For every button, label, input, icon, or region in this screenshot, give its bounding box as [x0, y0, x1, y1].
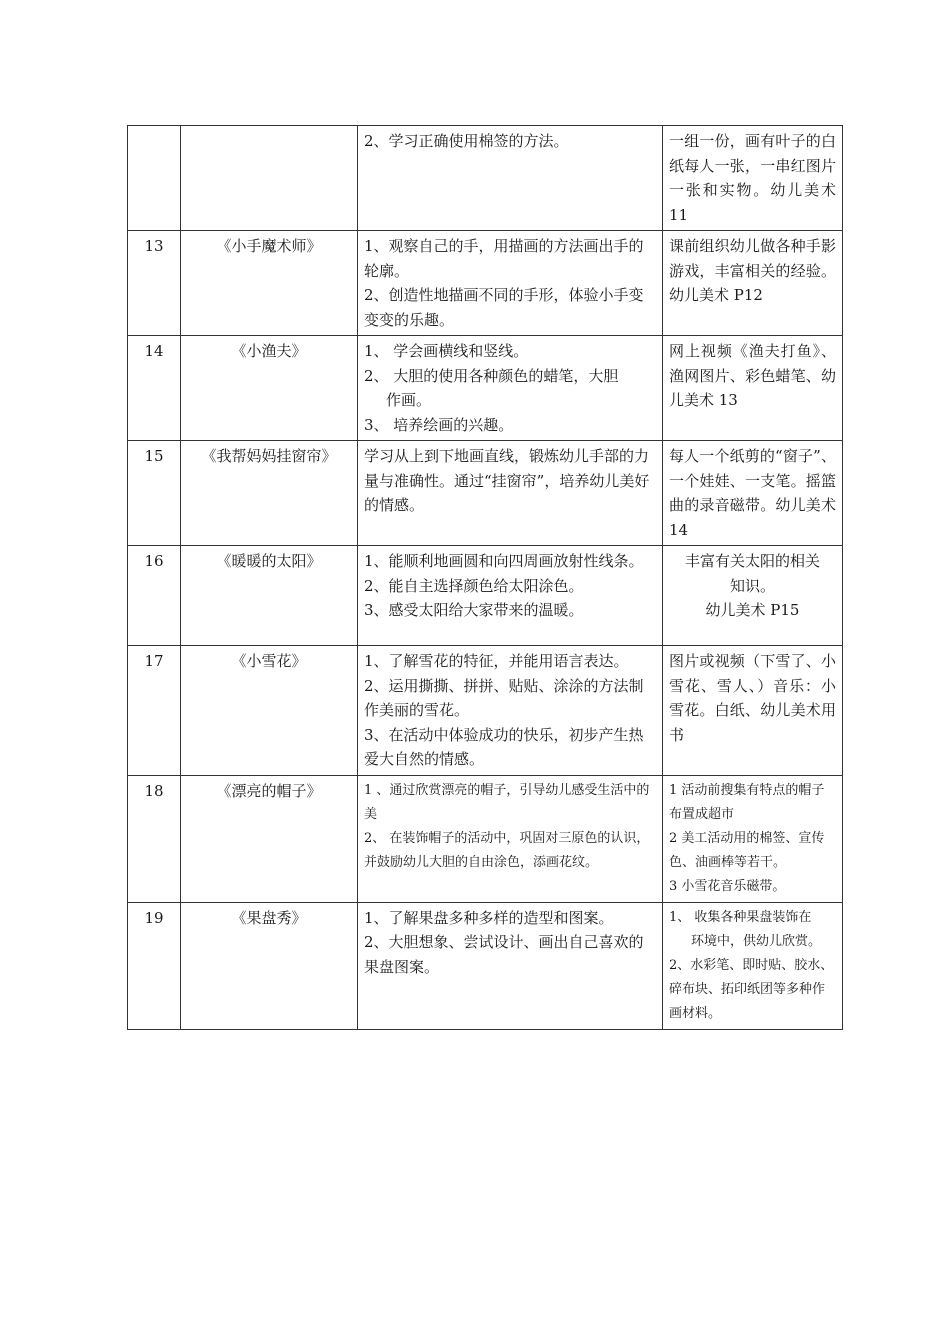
goal-line: 1、了解果盘多种多样的造型和图案。 [364, 908, 614, 927]
goal-line: 2、运用撕撕、拼拼、贴贴、涂涂的方法制作美丽的雪花。 [364, 676, 644, 719]
lesson-number: 16 [128, 546, 181, 646]
lesson-prep [663, 126, 843, 231]
goal-line: 2、能自主选择颜色给太阳涂色。 [364, 576, 584, 595]
goal-line: 1、了解雪花的特征，并能用语言表达。 [364, 652, 629, 670]
lesson-title: 《小雪花》 [181, 646, 358, 776]
goal-line: 学习从上到下地画直线，锻炼幼儿手部的力量与准确性。通过“挂窗帘”，培养幼儿美好的情感。 [364, 447, 650, 514]
goal-line: 3、 培养绘画的兴趣。 [364, 415, 514, 434]
prep-line: 2、水彩笔、即时贴、胶水、碎布块、拓印纸团等多种作画材料。 [669, 957, 834, 1021]
lesson-title: 《我帮妈妈挂窗帘》 [181, 441, 358, 546]
lesson-title: 《果盘秀》 [181, 902, 358, 1029]
prep-line: 每人一个纸剪的“窗子”、一个娃娃、一支笔。摇篮曲的录音磁带。幼儿美术 14 [669, 447, 836, 539]
lesson-number: 14 [128, 336, 181, 441]
goal-line: 3、感受太阳给大家带来的温暖。 [364, 601, 584, 619]
lesson-number: 15 [128, 441, 181, 546]
lesson-prep [663, 775, 843, 902]
lesson-goals [358, 646, 663, 776]
prep-line: 幼儿美术 P15 [705, 601, 800, 619]
lesson-prep [663, 441, 843, 546]
table-row [128, 646, 843, 776]
table-row [128, 126, 843, 231]
table-row [128, 336, 843, 441]
lesson-prep [663, 546, 843, 646]
goal-line: 2、创造性地描画不同的手形，体验小手变变变的乐趣。 [364, 286, 644, 329]
lesson-prep [663, 336, 843, 441]
lesson-goals [358, 126, 663, 231]
prep-line: 丰富有关太阳的相关 [684, 552, 820, 570]
lesson-goals [358, 336, 663, 441]
goal-line: 2、大胆想象、尝试设计、画出自己喜欢的果盘图案。 [364, 933, 644, 976]
lesson-plan-table-page [127, 125, 842, 1030]
goal-line: 2、 大胆的使用各种颜色的蜡笔，大胆 [364, 366, 619, 385]
goal-line: 2、 在装饰帽子的活动中，巩固对三原色的认识，并鼓励幼儿大胆的自由涂色，添画花纹。 [364, 830, 650, 870]
lesson-title: 《暖暖的太阳》 [181, 546, 358, 646]
prep-line: 3 小雪花音乐磁带。 [669, 878, 786, 894]
lesson-prep [663, 902, 843, 1029]
goal-line: 1、能顺利地画圆和向四周画放射性线条。 [364, 552, 644, 570]
goal-line: 3、在活动中体验成功的快乐，初步产生热爱大自然的情感。 [364, 725, 644, 768]
prep-line: 环境中，供幼儿欣赏。 [691, 933, 822, 949]
lesson-title: 《小手魔术师》 [181, 231, 358, 336]
table-row [128, 231, 843, 336]
lesson-title: 《小渔夫》 [181, 336, 358, 441]
table-row [128, 441, 843, 546]
goal-line: 1、观察自己的手，用描画的方法画出手的轮廓。 [364, 237, 644, 280]
lesson-goals [358, 441, 663, 546]
lesson-number: 18 [128, 775, 181, 902]
goal-line: 作画。 [386, 391, 432, 409]
lesson-plan-table [127, 125, 843, 1030]
prep-line: 1 活动前搜集有特点的帽子布置成超市 [669, 782, 825, 822]
goal-line: 1、 学会画横线和竖线。 [364, 342, 529, 360]
lesson-prep [663, 646, 843, 776]
lesson-goals [358, 546, 663, 646]
lesson-goals [358, 775, 663, 902]
lesson-title [181, 126, 358, 231]
lesson-goals [358, 902, 663, 1029]
lesson-number: 19 [128, 902, 181, 1029]
prep-line: 1、 收集各种果盘装饰在 [669, 909, 812, 925]
lesson-prep [663, 231, 843, 336]
table-row [128, 546, 843, 646]
table-row [128, 902, 843, 1029]
lesson-goals [358, 231, 663, 336]
prep-line: 一组一份，画有叶子的白纸每人一张，一串红图片一张和实物。幼儿美术 11 [669, 132, 836, 224]
lesson-number: 13 [128, 231, 181, 336]
prep-line: 知识。 [729, 576, 775, 595]
goal-line: 2、学习正确使用棉签的方法。 [364, 132, 569, 150]
prep-line: 课前组织幼儿做各种手影游戏，丰富相关的经验。幼儿美术 P12 [669, 237, 836, 304]
prep-line: 2 美工活动用的棉签、宣传色、油画棒等若干。 [669, 830, 825, 870]
lesson-number [128, 126, 181, 231]
lesson-title: 《漂亮的帽子》 [181, 775, 358, 902]
table-row [128, 775, 843, 902]
prep-line: 图片或视频（下雪了、小雪花、雪人、）音乐：小雪花。白纸、幼儿美术用书 [669, 652, 836, 744]
prep-line: 网上视频《渔夫打鱼》、渔网图片、彩色蜡笔、幼儿美术 13 [669, 342, 836, 409]
goal-line: 1 、通过欣赏漂亮的帽子，引导幼儿感受生活中的美 [364, 782, 650, 822]
lesson-number: 17 [128, 646, 181, 776]
